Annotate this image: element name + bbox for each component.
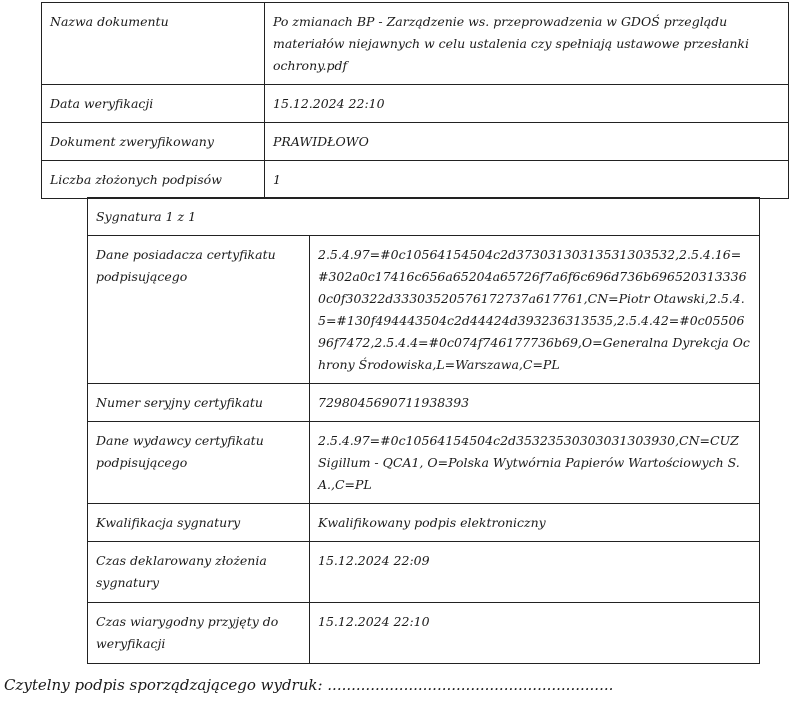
- signature-header: Sygnatura 1 z 1: [88, 198, 760, 236]
- document-verified-value: PRAWIDŁOWO: [265, 123, 789, 161]
- table-row: [88, 504, 760, 542]
- declared-signing-time-label: Czas deklarowany złożenia sygnatury: [88, 542, 310, 603]
- signature-count-label: Liczba złożonych podpisów: [42, 161, 265, 199]
- signature-count-value: 1: [265, 161, 789, 199]
- document-name-value: Po zmianach BP - Zarządzenie ws. przeprowadzenia w GDOŚ przeglądu materiałów niejawnych w celu ustalenia czy spełniają ustawowe przesłanki ochrony.pdf: [265, 3, 789, 85]
- document-name-label: Nazwa dokumentu: [42, 3, 265, 85]
- table-row: [88, 603, 760, 664]
- table-row: [42, 85, 789, 123]
- printout-signature-line: Czytelny podpis sporządzającego wydruk: ............................................................: [4, 676, 614, 694]
- certificate-holder-label: Dane posiadacza certyfikatu podpisującego: [88, 236, 310, 384]
- table-row: [88, 384, 760, 422]
- signature-qualification-label: Kwalifikacja sygnatury: [88, 504, 310, 542]
- certificate-serial-value: 7298045690711938393: [310, 384, 760, 422]
- signature-qualification-value: Kwalifikowany podpis elektroniczny: [310, 504, 760, 542]
- declared-signing-time-value: 15.12.2024 22:09: [310, 542, 760, 603]
- table-row: [42, 3, 789, 85]
- table-row: [88, 198, 760, 236]
- trusted-verification-time-label: Czas wiarygodny przyjęty do weryfikacji: [88, 603, 310, 664]
- table-row: [42, 123, 789, 161]
- certificate-serial-label: Numer seryjny certyfikatu: [88, 384, 310, 422]
- table-row: [88, 422, 760, 504]
- verification-date-value: 15.12.2024 22:10: [265, 85, 789, 123]
- verification-date-label: Data weryfikacji: [42, 85, 265, 123]
- document-info-table: [41, 2, 789, 199]
- table-row: [42, 161, 789, 199]
- table-row: [88, 236, 760, 384]
- certificate-issuer-value: 2.5.4.97=#0c10564154504c2d35323530303031303930,CN=CUZ Sigillum - QCA1, O=Polska Wytwórnia Papierów Wartościowych S.A.,C=PL: [310, 422, 760, 504]
- signature-details-table: [87, 197, 760, 664]
- certificate-holder-value: 2.5.4.97=#0c10564154504c2d37303130313531303532,2.5.4.16=#302a0c17416c656a65204a65726f7a6f6c696d736b6965203133360c0f30322d33303520576172737a617761,CN=Piotr Otawski,2.5.4.5=#130f494443504c2d44424d393236313535,2.5.4.42=#0c0550696f7472,2.5.4.4=#0c074f746177736b69,O=Generalna Dyrekcja Ochrony Środowiska,L=Warszawa,C=PL: [310, 236, 760, 384]
- document-verified-label: Dokument zweryfikowany: [42, 123, 265, 161]
- trusted-verification-time-value: 15.12.2024 22:10: [310, 603, 760, 664]
- certificate-issuer-label: Dane wydawcy certyfikatu podpisującego: [88, 422, 310, 504]
- table-row: [88, 542, 760, 603]
